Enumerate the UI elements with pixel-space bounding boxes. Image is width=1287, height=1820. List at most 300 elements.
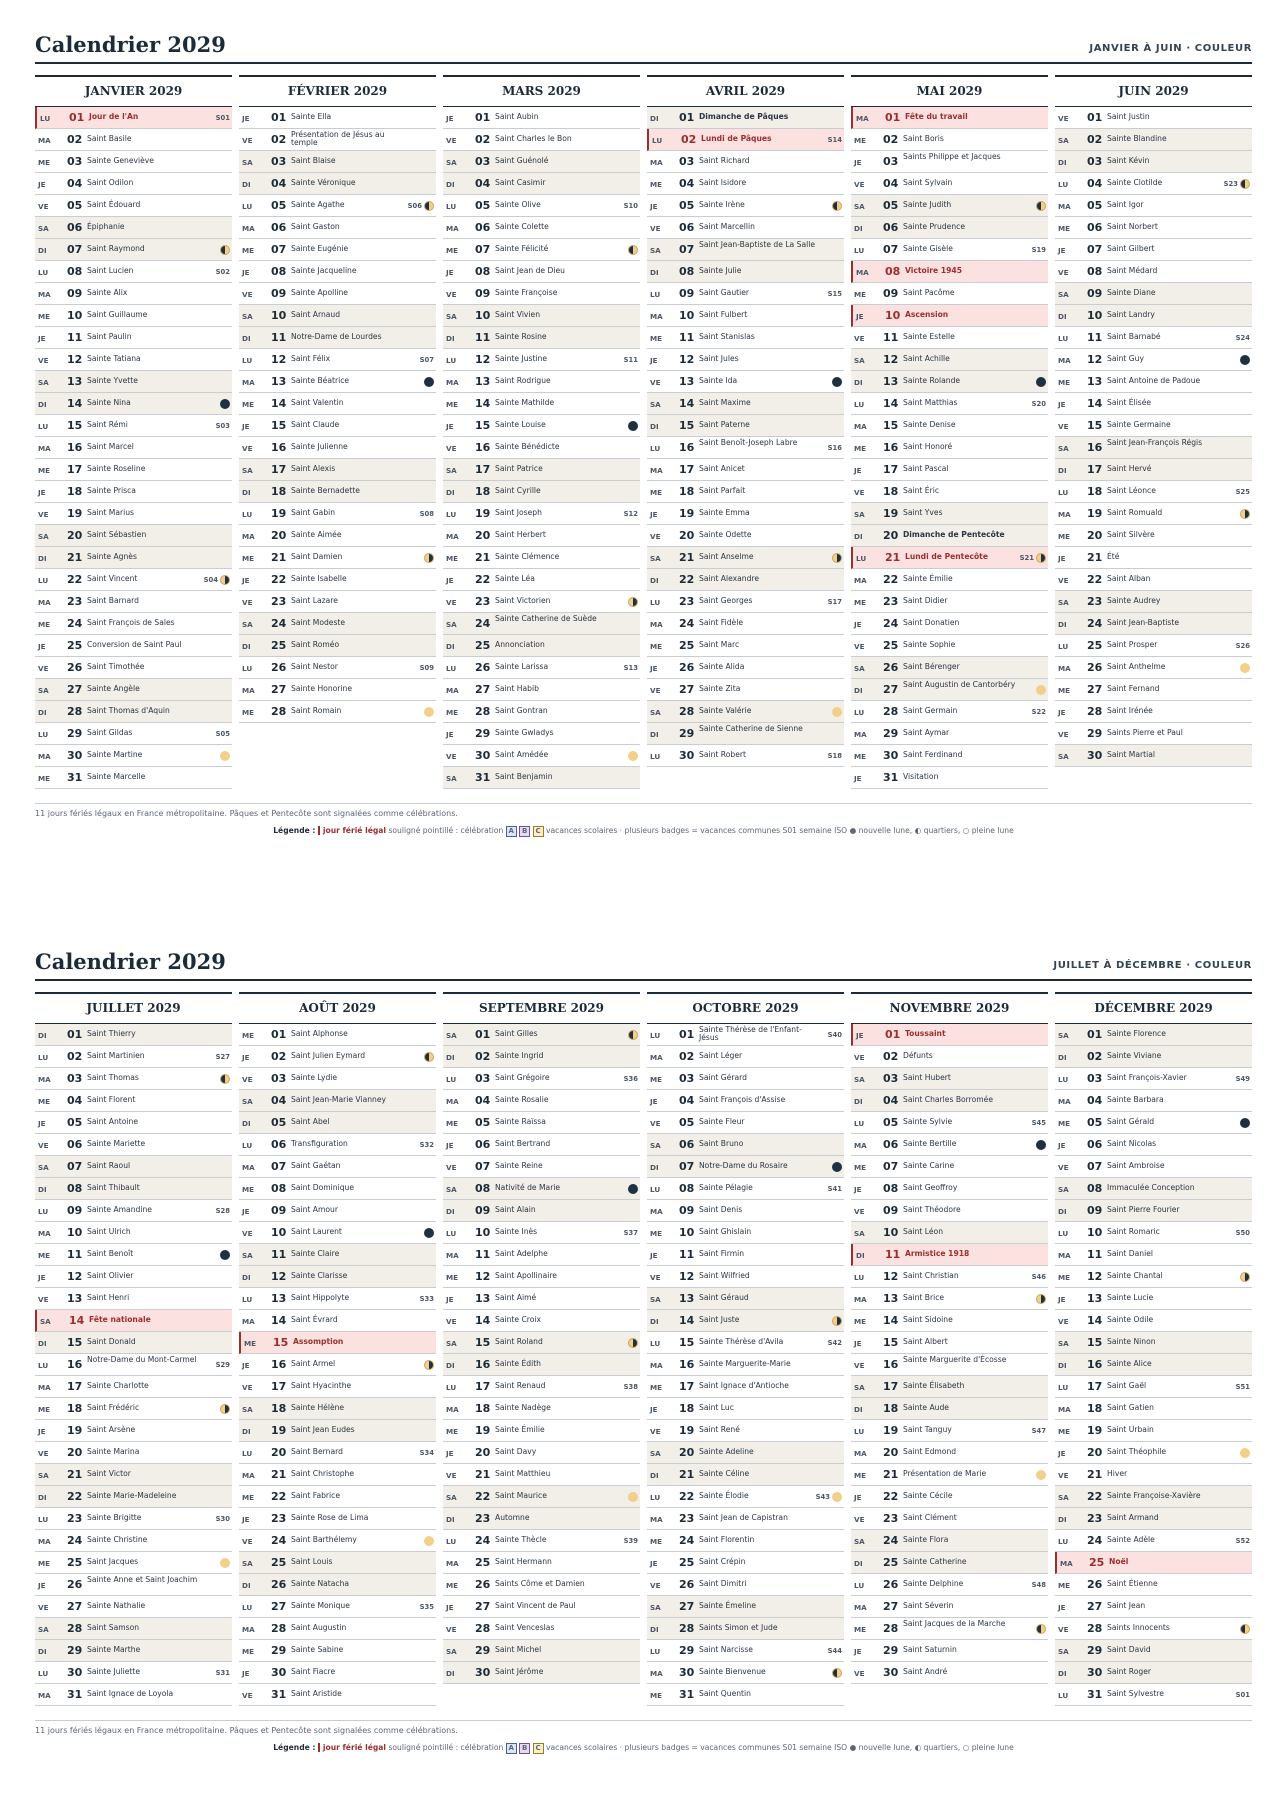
day-row[interactable] xyxy=(851,1596,1048,1618)
day-row[interactable] xyxy=(443,1090,640,1112)
day-row[interactable] xyxy=(443,415,640,437)
day-row[interactable] xyxy=(443,1068,640,1090)
day-row[interactable] xyxy=(851,283,1048,305)
day-row[interactable] xyxy=(443,1046,640,1068)
day-row[interactable] xyxy=(443,1596,640,1618)
day-row[interactable] xyxy=(443,1024,640,1046)
day-row[interactable] xyxy=(239,1046,436,1068)
day-row[interactable] xyxy=(1055,613,1252,635)
day-row[interactable] xyxy=(35,1662,232,1684)
day-row[interactable] xyxy=(443,1112,640,1134)
day-row[interactable] xyxy=(647,1442,844,1464)
day-row[interactable] xyxy=(647,503,844,525)
day-row[interactable] xyxy=(239,1398,436,1420)
day-row[interactable] xyxy=(1055,283,1252,305)
day-row[interactable] xyxy=(851,1332,1048,1354)
day-row[interactable] xyxy=(851,349,1048,371)
day-row[interactable] xyxy=(647,1684,844,1706)
day-row[interactable] xyxy=(647,1156,844,1178)
day-row[interactable] xyxy=(647,283,844,305)
day-row[interactable] xyxy=(1055,1090,1252,1112)
day-row[interactable] xyxy=(443,1442,640,1464)
day-row[interactable] xyxy=(443,173,640,195)
day-row[interactable] xyxy=(239,591,436,613)
day-row[interactable] xyxy=(851,1574,1048,1596)
day-row[interactable] xyxy=(239,1574,436,1596)
day-row[interactable] xyxy=(35,481,232,503)
day-row[interactable] xyxy=(1055,1068,1252,1090)
day-row[interactable] xyxy=(239,635,436,657)
day-row[interactable] xyxy=(1055,701,1252,723)
day-row[interactable] xyxy=(1055,217,1252,239)
day-row[interactable] xyxy=(1055,107,1252,129)
day-row[interactable] xyxy=(35,1464,232,1486)
day-row[interactable] xyxy=(443,1156,640,1178)
day-row[interactable] xyxy=(35,723,232,745)
day-row[interactable] xyxy=(851,151,1048,173)
day-row[interactable] xyxy=(647,1046,844,1068)
day-row[interactable] xyxy=(35,767,232,789)
day-row[interactable] xyxy=(851,613,1048,635)
day-row[interactable] xyxy=(851,1552,1048,1574)
day-row[interactable] xyxy=(443,1354,640,1376)
day-row[interactable] xyxy=(443,767,640,789)
day-row[interactable] xyxy=(851,1068,1048,1090)
day-row[interactable] xyxy=(647,1508,844,1530)
day-row[interactable] xyxy=(443,745,640,767)
day-row[interactable] xyxy=(35,283,232,305)
day-row[interactable] xyxy=(1055,1530,1252,1552)
day-row[interactable] xyxy=(1055,415,1252,437)
day-row[interactable] xyxy=(1055,305,1252,327)
day-row[interactable] xyxy=(35,1046,232,1068)
day-row[interactable] xyxy=(239,1420,436,1442)
day-row[interactable] xyxy=(1055,129,1252,151)
day-row[interactable] xyxy=(35,1442,232,1464)
day-row[interactable] xyxy=(1055,1024,1252,1046)
day-row[interactable] xyxy=(35,327,232,349)
day-row[interactable] xyxy=(1055,1244,1252,1266)
day-row[interactable] xyxy=(851,657,1048,679)
day-row[interactable] xyxy=(1055,1574,1252,1596)
day-row[interactable] xyxy=(647,327,844,349)
day-row[interactable] xyxy=(443,1288,640,1310)
holiday-row[interactable] xyxy=(647,129,844,151)
day-row[interactable] xyxy=(647,547,844,569)
day-row[interactable] xyxy=(851,1090,1048,1112)
day-row[interactable] xyxy=(851,635,1048,657)
day-row[interactable] xyxy=(239,261,436,283)
day-row[interactable] xyxy=(443,679,640,701)
day-row[interactable] xyxy=(35,1684,232,1706)
day-row[interactable] xyxy=(647,1178,844,1200)
day-row[interactable] xyxy=(647,1244,844,1266)
day-row[interactable] xyxy=(647,1134,844,1156)
day-row[interactable] xyxy=(647,745,844,767)
day-row[interactable] xyxy=(851,195,1048,217)
day-row[interactable] xyxy=(239,1354,436,1376)
day-row[interactable] xyxy=(443,283,640,305)
day-row[interactable] xyxy=(35,1266,232,1288)
day-row[interactable] xyxy=(239,613,436,635)
day-row[interactable] xyxy=(443,195,640,217)
day-row[interactable] xyxy=(443,1222,640,1244)
day-row[interactable] xyxy=(35,591,232,613)
day-row[interactable] xyxy=(239,1244,436,1266)
day-row[interactable] xyxy=(239,1310,436,1332)
day-row[interactable] xyxy=(443,1574,640,1596)
day-row[interactable] xyxy=(239,525,436,547)
day-row[interactable] xyxy=(1055,459,1252,481)
day-row[interactable] xyxy=(851,1046,1048,1068)
day-row[interactable] xyxy=(851,327,1048,349)
day-row[interactable] xyxy=(851,1222,1048,1244)
day-row[interactable] xyxy=(1055,1222,1252,1244)
day-row[interactable] xyxy=(647,1618,844,1640)
day-row[interactable] xyxy=(239,503,436,525)
day-row[interactable] xyxy=(1055,1662,1252,1684)
day-row[interactable] xyxy=(1055,327,1252,349)
day-row[interactable] xyxy=(443,1552,640,1574)
day-row[interactable] xyxy=(239,1530,436,1552)
day-row[interactable] xyxy=(35,569,232,591)
day-row[interactable] xyxy=(851,129,1048,151)
day-row[interactable] xyxy=(647,1574,844,1596)
day-row[interactable] xyxy=(35,1112,232,1134)
day-row[interactable] xyxy=(647,679,844,701)
day-row[interactable] xyxy=(851,1530,1048,1552)
day-row[interactable] xyxy=(1055,1178,1252,1200)
day-row[interactable] xyxy=(851,1508,1048,1530)
day-row[interactable] xyxy=(647,261,844,283)
day-row[interactable] xyxy=(35,701,232,723)
day-row[interactable] xyxy=(443,481,640,503)
day-row[interactable] xyxy=(1055,1420,1252,1442)
day-row[interactable] xyxy=(647,415,844,437)
day-row[interactable] xyxy=(1055,745,1252,767)
holiday-row[interactable] xyxy=(239,1332,436,1354)
day-row[interactable] xyxy=(443,217,640,239)
day-row[interactable] xyxy=(239,305,436,327)
day-row[interactable] xyxy=(851,1112,1048,1134)
day-row[interactable] xyxy=(647,1662,844,1684)
day-row[interactable] xyxy=(239,349,436,371)
day-row[interactable] xyxy=(35,1178,232,1200)
holiday-row[interactable] xyxy=(851,1244,1048,1266)
day-row[interactable] xyxy=(851,701,1048,723)
day-row[interactable] xyxy=(1055,1486,1252,1508)
day-row[interactable] xyxy=(239,1376,436,1398)
day-row[interactable] xyxy=(647,1420,844,1442)
day-row[interactable] xyxy=(443,107,640,129)
day-row[interactable] xyxy=(851,1156,1048,1178)
day-row[interactable] xyxy=(647,613,844,635)
day-row[interactable] xyxy=(1055,1266,1252,1288)
day-row[interactable] xyxy=(1055,1046,1252,1068)
day-row[interactable] xyxy=(35,1530,232,1552)
day-row[interactable] xyxy=(851,1310,1048,1332)
holiday-row[interactable] xyxy=(851,547,1048,569)
day-row[interactable] xyxy=(443,1178,640,1200)
day-row[interactable] xyxy=(1055,723,1252,745)
day-row[interactable] xyxy=(647,591,844,613)
day-row[interactable] xyxy=(35,393,232,415)
day-row[interactable] xyxy=(35,371,232,393)
day-row[interactable] xyxy=(647,481,844,503)
day-row[interactable] xyxy=(239,1222,436,1244)
day-row[interactable] xyxy=(443,305,640,327)
day-row[interactable] xyxy=(647,1090,844,1112)
day-row[interactable] xyxy=(239,393,436,415)
day-row[interactable] xyxy=(1055,569,1252,591)
day-row[interactable] xyxy=(1055,173,1252,195)
day-row[interactable] xyxy=(851,767,1048,789)
day-row[interactable] xyxy=(35,525,232,547)
day-row[interactable] xyxy=(443,547,640,569)
day-row[interactable] xyxy=(443,261,640,283)
day-row[interactable] xyxy=(851,371,1048,393)
day-row[interactable] xyxy=(35,1068,232,1090)
day-row[interactable] xyxy=(35,613,232,635)
day-row[interactable] xyxy=(1055,525,1252,547)
day-row[interactable] xyxy=(443,1508,640,1530)
day-row[interactable] xyxy=(239,1596,436,1618)
day-row[interactable] xyxy=(1055,1134,1252,1156)
day-row[interactable] xyxy=(851,437,1048,459)
day-row[interactable] xyxy=(1055,547,1252,569)
day-row[interactable] xyxy=(443,525,640,547)
day-row[interactable] xyxy=(851,745,1048,767)
day-row[interactable] xyxy=(239,327,436,349)
day-row[interactable] xyxy=(647,1288,844,1310)
day-row[interactable] xyxy=(239,459,436,481)
day-row[interactable] xyxy=(1055,1442,1252,1464)
holiday-row[interactable] xyxy=(851,1024,1048,1046)
day-row[interactable] xyxy=(35,195,232,217)
day-row[interactable] xyxy=(1055,591,1252,613)
day-row[interactable] xyxy=(1055,1200,1252,1222)
day-row[interactable] xyxy=(239,371,436,393)
day-row[interactable] xyxy=(35,151,232,173)
day-row[interactable] xyxy=(35,1222,232,1244)
day-row[interactable] xyxy=(1055,1112,1252,1134)
day-row[interactable] xyxy=(1055,481,1252,503)
day-row[interactable] xyxy=(851,1442,1048,1464)
day-row[interactable] xyxy=(35,1420,232,1442)
day-row[interactable] xyxy=(443,503,640,525)
day-row[interactable] xyxy=(647,1596,844,1618)
day-row[interactable] xyxy=(647,1266,844,1288)
day-row[interactable] xyxy=(851,481,1048,503)
day-row[interactable] xyxy=(239,437,436,459)
day-row[interactable] xyxy=(239,1464,436,1486)
day-row[interactable] xyxy=(1055,371,1252,393)
day-row[interactable] xyxy=(851,1376,1048,1398)
day-row[interactable] xyxy=(443,1200,640,1222)
day-row[interactable] xyxy=(239,1266,436,1288)
day-row[interactable] xyxy=(851,1288,1048,1310)
day-row[interactable] xyxy=(851,723,1048,745)
day-row[interactable] xyxy=(239,1068,436,1090)
holiday-row[interactable] xyxy=(851,261,1048,283)
holiday-row[interactable] xyxy=(35,1310,232,1332)
day-row[interactable] xyxy=(443,371,640,393)
day-row[interactable] xyxy=(443,1420,640,1442)
day-row[interactable] xyxy=(35,1486,232,1508)
day-row[interactable] xyxy=(35,657,232,679)
day-row[interactable] xyxy=(647,1222,844,1244)
day-row[interactable] xyxy=(35,1618,232,1640)
day-row[interactable] xyxy=(1055,1684,1252,1706)
day-row[interactable] xyxy=(35,503,232,525)
day-row[interactable] xyxy=(1055,1508,1252,1530)
day-row[interactable] xyxy=(647,393,844,415)
day-row[interactable] xyxy=(851,679,1048,701)
day-row[interactable] xyxy=(851,503,1048,525)
day-row[interactable] xyxy=(647,1552,844,1574)
day-row[interactable] xyxy=(239,1508,436,1530)
day-row[interactable] xyxy=(851,1398,1048,1420)
day-row[interactable] xyxy=(851,415,1048,437)
day-row[interactable] xyxy=(647,1112,844,1134)
day-row[interactable] xyxy=(443,613,640,635)
day-row[interactable] xyxy=(1055,1618,1252,1640)
day-row[interactable] xyxy=(35,261,232,283)
day-row[interactable] xyxy=(239,481,436,503)
day-row[interactable] xyxy=(1055,1596,1252,1618)
day-row[interactable] xyxy=(35,437,232,459)
day-row[interactable] xyxy=(647,1398,844,1420)
day-row[interactable] xyxy=(35,129,232,151)
day-row[interactable] xyxy=(443,1662,640,1684)
day-row[interactable] xyxy=(443,349,640,371)
day-row[interactable] xyxy=(35,239,232,261)
day-row[interactable] xyxy=(1055,1640,1252,1662)
day-row[interactable] xyxy=(1055,1354,1252,1376)
day-row[interactable] xyxy=(239,1134,436,1156)
day-row[interactable] xyxy=(851,1420,1048,1442)
day-row[interactable] xyxy=(35,1090,232,1112)
day-row[interactable] xyxy=(647,371,844,393)
day-row[interactable] xyxy=(647,1464,844,1486)
day-row[interactable] xyxy=(647,1024,844,1046)
day-row[interactable] xyxy=(239,657,436,679)
day-row[interactable] xyxy=(443,1530,640,1552)
day-row[interactable] xyxy=(647,151,844,173)
day-row[interactable] xyxy=(239,679,436,701)
day-row[interactable] xyxy=(647,349,844,371)
day-row[interactable] xyxy=(647,437,844,459)
day-row[interactable] xyxy=(239,1552,436,1574)
day-row[interactable] xyxy=(443,657,640,679)
day-row[interactable] xyxy=(443,569,640,591)
day-row[interactable] xyxy=(851,459,1048,481)
day-row[interactable] xyxy=(1055,393,1252,415)
day-row[interactable] xyxy=(647,635,844,657)
day-row[interactable] xyxy=(443,1266,640,1288)
day-row[interactable] xyxy=(35,1574,232,1596)
day-row[interactable] xyxy=(647,569,844,591)
day-row[interactable] xyxy=(851,239,1048,261)
day-row[interactable] xyxy=(647,657,844,679)
day-row[interactable] xyxy=(35,173,232,195)
holiday-row[interactable] xyxy=(851,107,1048,129)
day-row[interactable] xyxy=(647,1310,844,1332)
day-row[interactable] xyxy=(1055,679,1252,701)
day-row[interactable] xyxy=(1055,1156,1252,1178)
day-row[interactable] xyxy=(851,393,1048,415)
day-row[interactable] xyxy=(239,239,436,261)
day-row[interactable] xyxy=(35,745,232,767)
day-row[interactable] xyxy=(443,1134,640,1156)
day-row[interactable] xyxy=(443,459,640,481)
day-row[interactable] xyxy=(443,723,640,745)
day-row[interactable] xyxy=(443,635,640,657)
day-row[interactable] xyxy=(35,1200,232,1222)
day-row[interactable] xyxy=(239,107,436,129)
day-row[interactable] xyxy=(851,1200,1048,1222)
day-row[interactable] xyxy=(239,1288,436,1310)
day-row[interactable] xyxy=(239,1156,436,1178)
day-row[interactable] xyxy=(647,723,844,745)
day-row[interactable] xyxy=(443,1310,640,1332)
day-row[interactable] xyxy=(443,151,640,173)
day-row[interactable] xyxy=(239,701,436,723)
day-row[interactable] xyxy=(1055,1288,1252,1310)
day-row[interactable] xyxy=(35,349,232,371)
day-row[interactable] xyxy=(239,1024,436,1046)
day-row[interactable] xyxy=(851,1640,1048,1662)
day-row[interactable] xyxy=(239,217,436,239)
day-row[interactable] xyxy=(443,1464,640,1486)
day-row[interactable] xyxy=(647,239,844,261)
day-row[interactable] xyxy=(647,1354,844,1376)
day-row[interactable] xyxy=(239,1684,436,1706)
day-row[interactable] xyxy=(35,1398,232,1420)
day-row[interactable] xyxy=(1055,657,1252,679)
day-row[interactable] xyxy=(35,1332,232,1354)
day-row[interactable] xyxy=(647,217,844,239)
day-row[interactable] xyxy=(1055,1464,1252,1486)
day-row[interactable] xyxy=(239,173,436,195)
day-row[interactable] xyxy=(1055,1398,1252,1420)
day-row[interactable] xyxy=(851,1354,1048,1376)
day-row[interactable] xyxy=(851,1178,1048,1200)
day-row[interactable] xyxy=(35,1552,232,1574)
day-row[interactable] xyxy=(647,1200,844,1222)
day-row[interactable] xyxy=(35,1640,232,1662)
day-row[interactable] xyxy=(239,1178,436,1200)
day-row[interactable] xyxy=(851,569,1048,591)
day-row[interactable] xyxy=(239,415,436,437)
day-row[interactable] xyxy=(35,635,232,657)
day-row[interactable] xyxy=(851,525,1048,547)
day-row[interactable] xyxy=(1055,1310,1252,1332)
day-row[interactable] xyxy=(443,1376,640,1398)
day-row[interactable] xyxy=(851,1134,1048,1156)
day-row[interactable] xyxy=(443,129,640,151)
day-row[interactable] xyxy=(647,1376,844,1398)
day-row[interactable] xyxy=(647,173,844,195)
day-row[interactable] xyxy=(35,547,232,569)
day-row[interactable] xyxy=(851,173,1048,195)
day-row[interactable] xyxy=(239,1618,436,1640)
holiday-row[interactable] xyxy=(1055,1552,1252,1574)
day-row[interactable] xyxy=(851,591,1048,613)
day-row[interactable] xyxy=(35,1024,232,1046)
day-row[interactable] xyxy=(239,1486,436,1508)
day-row[interactable] xyxy=(443,1640,640,1662)
